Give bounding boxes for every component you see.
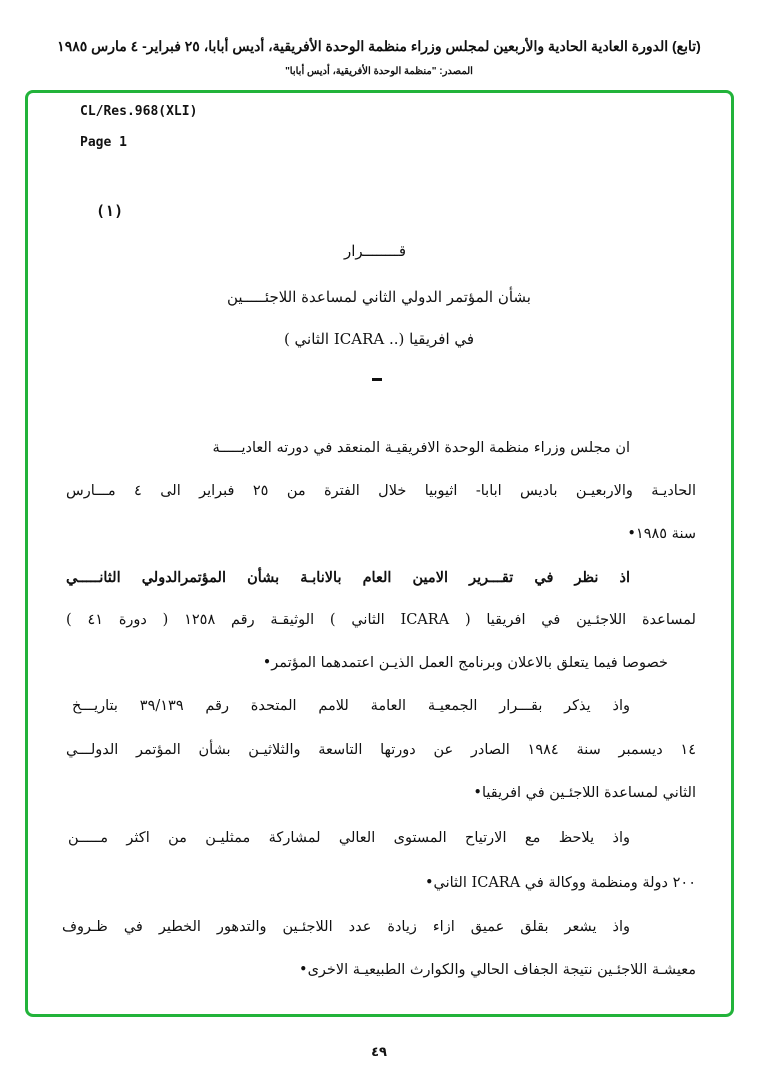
body-line: لمساعدة اللاجئـين في افريقيا ( ICARA الثاني ) الوثيقـة رقم ١٢٥٨ ( دورة ٤١ ) <box>66 612 696 628</box>
title-separator <box>372 378 382 381</box>
resolution-number: (١) <box>96 202 124 220</box>
body-line: واذ يذكر بقـــرار الجمعيـة العامة للامم المتحدة رقم ٣٩/١٣٩ بتاريـــخ <box>72 698 630 714</box>
body-line: ٢٠٠ دولة ومنظمة ووكالة في ICARA الثاني• <box>424 875 696 891</box>
body-line: ١٤ ديسمبر سنة ١٩٨٤ الصادر عن دورتها التاسعة والثلاثيـن بشأن المؤتمر الدولـــي <box>66 742 696 758</box>
page-number: ٤٩ <box>371 1045 387 1060</box>
body-line: معيشـة اللاجئـين نتيجة الجفاف الحالي والكوارث الطبيعيـة الاخرى• <box>299 962 696 978</box>
body-line: واذ يلاحظ مع الارتياح المستوى العالي لمشاركة ممثليـن من اكثر مـــــن <box>68 830 630 846</box>
resolution-subtitle-1: بشأن المؤتمر الدولي الثاني لمساعدة اللاجئـــــين <box>227 288 531 306</box>
body-line: اذ نظر في تقـــرير الامين العام بالانابـة بشأن المؤتمرالدولي الثانـــــي <box>66 569 630 586</box>
body-line: ان مجلس وزراء منظمة الوحدة الافريقيـة المنعقد في دورته العاديـــــة <box>212 440 630 456</box>
resolution-subtitle-2: في افريقيا (.. ICARA الثاني ) <box>283 330 475 348</box>
body-line: خصوصا فيما يتعلق بالاعلان وبرنامج العمل الذيـن اعتمدهما المؤتمر• <box>262 655 668 671</box>
page-label: Page 1 <box>80 135 127 150</box>
body-line: الحاديـة والاربعيـن باديس ابابا- اثيوبيا خلال الفترة من ٢٥ فبراير الى ٤ مـــارس <box>66 483 696 499</box>
header-source: المصدر: "منظمة الوحدة الأفريقية، أديس أبابا" <box>285 66 473 77</box>
body-line: واذ يشعر بقلق عميق ازاء زيادة عدد اللاجئـين والتدهور الخطير في ظـروف <box>62 919 630 935</box>
resolution-title: قــــــــرار <box>343 242 406 260</box>
document-reference: CL/Res.968(XLI) <box>80 104 198 119</box>
header-title: (تابع) الدورة العادية الحادية والأربعين لمجلس وزراء منظمة الوحدة الأفريقية، أديس أبابا، ٢٥ فبراير- ٤ مارس ١٩٨٥ <box>57 38 701 54</box>
body-line: الثاني لمساعدة اللاجئـين في افريقيا• <box>473 785 696 801</box>
body-line: سنة ١٩٨٥• <box>627 526 696 542</box>
